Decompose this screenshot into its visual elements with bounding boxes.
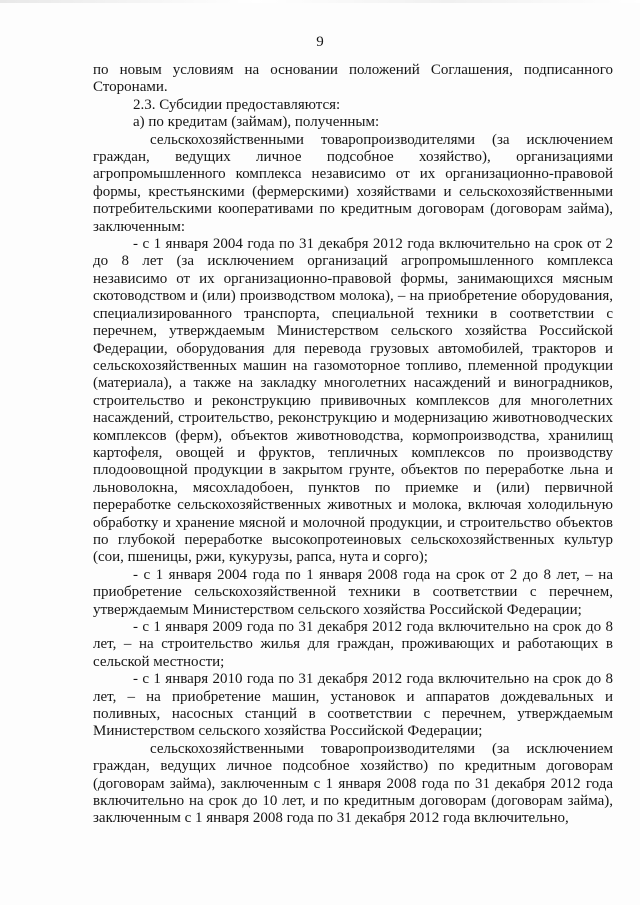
paragraph-bullet-2010-2012: - с 1 января 2010 года по 31 декабря 2012 года включительно на срок до 8 лет, – на приобретение машин, установок и аппаратов дождевальных и поливных, насосных станций в соответствии с перечнем, утверждаемым Министерством сельского хозяйства Российской Федерации; — [93, 671, 613, 740]
paragraph-section-2-3: 2.3. Субсидии предоставляются: — [133, 96, 341, 113]
paragraph-bullet-2009-2012: - с 1 января 2009 года по 31 декабря 2012 года включительно на срок до 8 лет, – на строительство жилья для граждан, проживающих и работающих в сельской местности; — [93, 619, 613, 670]
document-body — [93, 62, 613, 828]
paragraph-recipients: сельскохозяйственными товаропроизводителями (за исключением граждан, ведущих личное подсобное хозяйство), организациями агропромышленного комплекса независимо от их организационно-правовой формы, крестьянскими (фермерскими) хозяйствами и сельскохозяйственными потребительскими кооперативами по кредитным договорам (договорам займа), заключенным: — [93, 131, 613, 235]
paragraph-producers-2008: сельскохозяйственными товаропроизводителями (за исключением граждан, ведущих личное подсобное хозяйство) по кредитным договорам (договорам займа), заключенным с 1 января 2008 года по 31 декабря 2012 года включительно на срок до 10 лет, и по кредитным договорам (договорам займа), заключенным с 1 января 2008 года по 31 декабря 2012 года включительно, — [93, 740, 613, 827]
scan-top-edge — [0, 0, 640, 3]
paragraph-bullet-2004-2008: - с 1 января 2004 года по 1 января 2008 года на срок от 2 до 8 лет, – на приобретение сельскохозяйственной техники в соответствии с перечнем, утверждаемым Министерством сельского хозяйства Российской Федерации; — [93, 566, 613, 618]
page-number: 9 — [316, 34, 324, 50]
paragraph-bullet-2004-2012: - с 1 января 2004 года по 31 декабря 2012 года включительно на срок от 2 до 8 лет (за исключением организаций агропромышленного комплекса независимо от их организационно-правовой формы, занимающихся мясным скотоводством и (или) производством молока), – на приобретение оборудования, специализированного транспорта, специальной техники в соответствии с перечнем, утверждаемым Министерством сельского хозяйства Российской Федерации, оборудования для перевода грузовых автомобилей, тракторов и сельскохозяйственных машин на газомоторное топливо, племенной продукции (материала), а также на закладку многолетних насаждений и виноградников, строительство и реконструкцию прививочных комплексов для многолетних насаждений, строительство, реконструкцию и модернизацию животноводческих комплексов (ферм), объектов животноводства, кормопроизводства, хранилищ картофеля, овощей и фруктов, тепличных комплексов по производству плодоовощной продукции в закрытом грунте, объектов по переработке льна и льноволокна, мясохладобоен, пунктов по приемке и (или) первичной переработке сельскохозяйственных животных и молока, включая холодильную обработку и хранение мясной и молочной продукции, и строительство объектов по глубокой переработке высокопротеиновых сельскохозяйственных культур (сои, пшеницы, ржи, кукурузы, рапса, нута и сорго); — [93, 236, 613, 566]
paragraph-item-a: а) по кредитам (займам), полученным: — [133, 114, 380, 131]
paragraph-continuation: по новым условиям на основании положений Соглашения, подписанного Сторонами. — [93, 62, 613, 96]
